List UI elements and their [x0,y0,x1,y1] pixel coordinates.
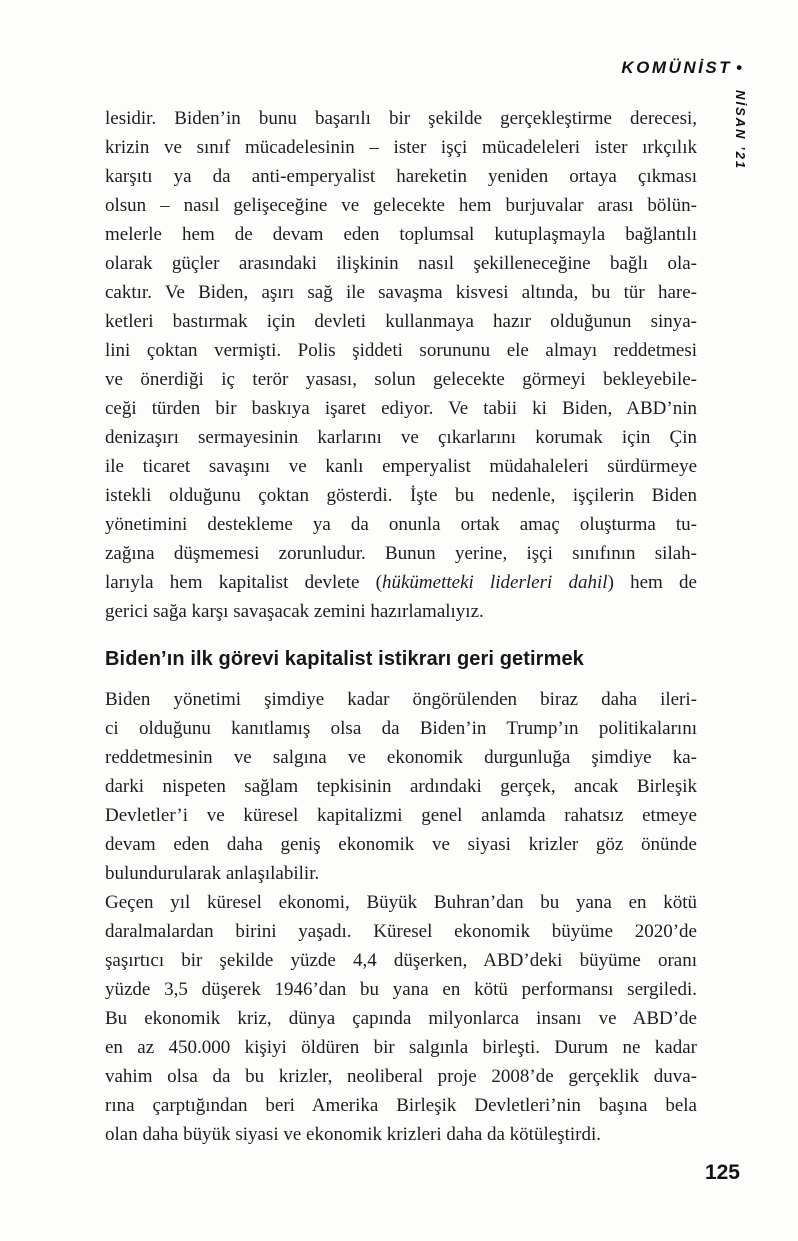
issue-label-vertical: NİSAN ’21 [733,90,748,171]
page-number: 125 [704,1161,740,1184]
text-line: Bu ekonomik kriz, dünya çapında milyonlarca insanı ve ABD’de [105,1008,697,1029]
text-line: zağına düşmemesi zorunludur. Bunun yerine, işçi sınıfının silah- [105,543,697,564]
text-line: ceği türden bir baskıya işaret ediyor. Ve tabii ki Biden, ABD’nin [105,398,697,419]
text-line: olarak güçler arasındaki ilişkinin nasıl şekilleneceğine bağlı ola- [105,253,697,274]
text-line: şaşırtıcı bir şekilde yüzde 4,4 düşerken, ABD’deki büyüme oranı [105,950,697,971]
text-line: melerle hem de devam eden toplumsal kutuplaşmayla bağlantılı [105,224,697,245]
text-line: karşıtı ya da anti-emperyalist hareketin yeniden ortaya çıkması [105,166,697,187]
text-line: olsun – nasıl gelişeceğine ve gelecekte hem burjuvalar arası bölün- [105,195,697,216]
text-line: larıyla hem kapitalist devlete (hükümetteki liderleri dahil) hem de [105,572,697,593]
text-line: darki nispeten sağlam tepkisinin ardındaki gerçek, ancak Birleşik [105,776,697,797]
masthead [621,58,742,78]
text-line: bulundurularak anlaşılabilir. [105,863,320,884]
text-line: gerici sağa karşı savaşacak zemini hazırlamalıyız. [105,601,484,622]
paragraph [105,104,697,626]
text-line: ile ticaret savaşını ve kanlı emperyalist müdahaleleri sürdürmeye [105,456,697,477]
text-line: lini çoktan vermişti. Polis şiddeti sorununu ele almayı reddetmesi [105,340,697,361]
text-line: reddetmesinin ve salgına ve ekonomik durgunluğa şimdiye ka- [105,747,697,768]
text-line: en az 450.000 kişiyi öldüren bir salgınla birleşti. Durum ne kadar [105,1037,697,1058]
body-text-column [105,104,697,1149]
text-line: ci olduğunu kanıtlamış olsa da Biden’in Trump’ın politikalarını [105,718,697,739]
text-line: vahim olsa da bu krizler, neoliberal proje 2008’de gerçeklik duva- [105,1066,697,1087]
text-line: rına çarptığından beri Amerika Birleşik Devletleri’nin başına bela [105,1095,697,1116]
text-line: ketleri bastırmak için devleti kullanmaya hazır olduğunun sinya- [105,311,697,332]
text-line: olan daha büyük siyasi ve ekonomik krizleri daha da kötüleştirdi. [105,1124,601,1145]
text-line: Biden yönetimi şimdiye kadar öngörülenden biraz daha ileri- [105,689,697,710]
section-subheading: Biden’ın ilk görevi kapitalist istikrarı geri getirmek [105,648,584,670]
magazine-title: KOMÜNİST [621,58,733,77]
text-line: Devletler’i ve küresel kapitalizmi genel anlamda rahatsız etmeye [105,805,697,826]
text-line: ve önerdiği iç terör yasası, solun gelecekte görmeyi bekleyebile- [105,369,697,390]
text-line: devam eden daha geniş ekonomik ve siyasi krizler göz önünde [105,834,697,855]
text-line: caktır. Ve Biden, aşırı sağ ile savaşma kisvesi altında, bu tür hare- [105,282,697,303]
text-line: istekli olduğunu çoktan gösterdi. İşte bu nedenle, işçilerin Biden [105,485,697,506]
text-line: krizin ve sınıf mücadelesinin – ister işçi mücadeleleri ister ırkçılık [105,137,697,158]
text-line: daralmalardan birini yaşadı. Küresel ekonomik büyüme 2020’de [105,921,697,942]
text-line: yüzde 3,5 düşerek 1946’dan bu yana en kötü performansı sergiledi. [105,979,697,1000]
text-line: Geçen yıl küresel ekonomi, Büyük Buhran’dan bu yana en kötü [105,892,697,913]
text-line: lesidir. Biden’in bunu başarılı bir şekilde gerçekleştirme derecesi, [105,108,697,129]
text-line: denizaşırı sermayesinin karlarını ve çıkarlarını korumak için Çin [105,427,697,448]
paragraph [105,685,697,888]
text-line: yönetimini destekleme ya da onunla ortak amaç oluşturma tu- [105,514,697,535]
paragraph [105,888,697,1149]
masthead-bullet-icon: • [736,58,742,77]
